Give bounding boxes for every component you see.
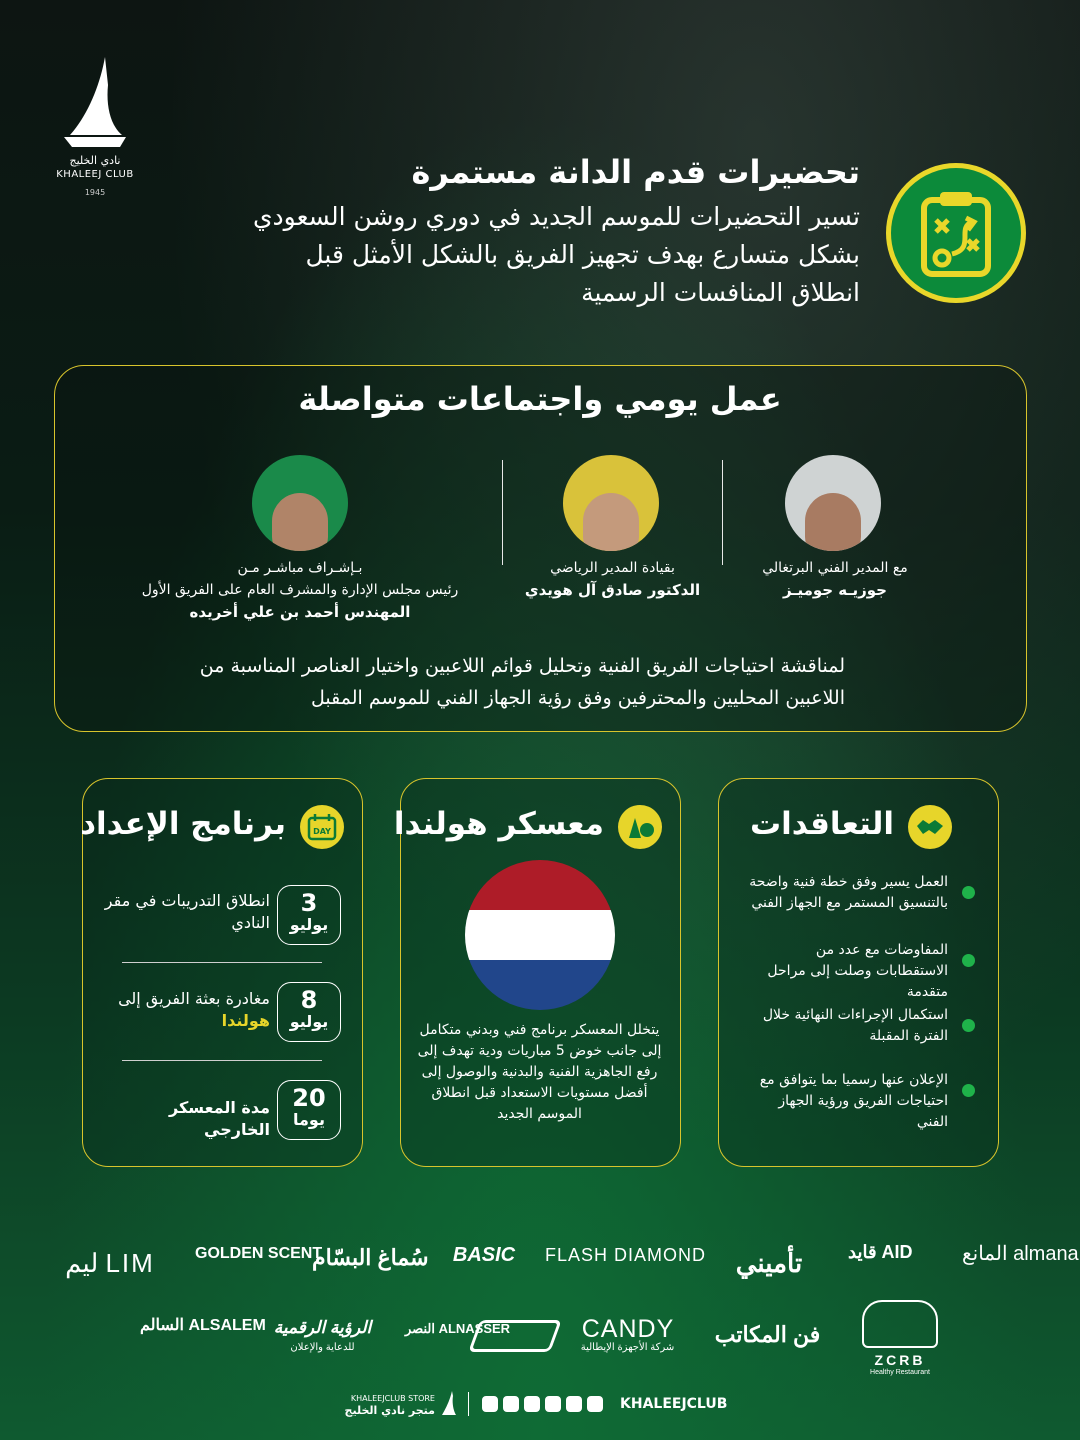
person-chairman-line2: رئيس مجلس الإدارة والمشرف العام على الفريق الأول [141,582,459,598]
program-item-label: انطلاق التدريبات في مقر النادي [104,891,270,932]
date-unit: يوليو [289,1012,329,1031]
avatar-sports-director [563,455,659,551]
logo-year: 1945 [84,188,106,197]
facebook-icon[interactable] [545,1396,561,1412]
date-number: 3 [300,889,318,917]
program-item-text [100,1097,270,1141]
divider [722,460,723,565]
logo-name-ar: نادي الخليج [69,154,121,167]
sponsor-logo: ليم LIM [65,1248,155,1278]
person-coach-name: جوزيـه جوميـز [782,581,887,599]
avatar-coach [785,455,881,551]
header-text [240,150,860,312]
sponsor-logo: قايد AID [848,1242,913,1262]
sponsor-logo: ZCRB [874,1352,926,1368]
sponsor-logo: BASIC [452,1244,516,1266]
person-chairman-line1: بـإشـراف مباشـر مـن [237,560,363,576]
header-title: تحضيرات قدم الدانة مستمرة [411,153,860,191]
contracts-item-text: استكمال الإجراءات النهائية خلال الفترة المقبلة [762,1007,948,1044]
contracts-item [745,872,975,914]
date-number: 8 [300,986,318,1014]
person-chairman [125,557,475,623]
date-badge [277,982,341,1042]
instagram-icon[interactable] [566,1396,582,1412]
zcrb-mascot-icon [862,1300,938,1348]
social-icons [482,1396,622,1414]
meetings-title: عمل يومي واجتماعات متواصلة [298,380,782,418]
camp-title: معسكر هولندا [393,806,604,842]
meetings-body: لمناقشة احتياجات الفريق الفنية وتحليل قوائم اللاعبين واختيار العناصر المناسبة من اللاعبين المحليين والمحترفين وفق رؤية الجهاز الفني للموسم المقبل [199,655,845,709]
program-item-label: مدة المعسكر الخارجي [169,1098,270,1139]
sponsor-logo: النصر ALNASSER [405,1321,511,1336]
person-sports-director [515,557,710,601]
contracts-item-text: المفاوضات مع عدد من الاستقطابات وصلت إلى مراحل متقدمة [767,942,948,1000]
date-number: 20 [292,1084,326,1112]
sail-small-icon [440,1390,458,1420]
sponsor-logo: FLASH DIAMOND [545,1245,707,1265]
calendar-day-icon [300,805,344,849]
store-en: KHALEEJCLUB STORE [350,1394,435,1403]
sponsor-logo: GOLDEN SCENT [195,1245,323,1262]
bullet-dot [962,954,975,967]
person-coach-role: مع المدير الفني البرتغالي [762,560,908,576]
contracts-item-text: الإعلان عنها رسميا بما يتوافق مع احتياجات الفريق ورؤية الجهاز الفني [759,1072,948,1130]
sponsor-subtitle: شركة الأجهزة الإيطالية [580,1342,675,1353]
sail-logo-icon [60,55,130,150]
bullet-dot [962,1084,975,1097]
program-title: برنامج الإعداد [80,806,286,842]
clipboard-strategy-icon [886,163,1026,303]
club-logo [52,55,138,197]
date-unit: يوما [293,1110,325,1129]
tiktok-icon[interactable] [524,1396,540,1412]
person-director-name: الدكتور صادق آل هويدي [524,581,701,599]
sponsor-logo: CANDY [581,1315,675,1343]
date-badge [277,1080,341,1140]
sponsor-logo: فن المكاتب [714,1322,821,1347]
divider [122,962,322,963]
camp-body: يتخلل المعسكر برنامج فني وبدني متكامل إلى جانب خوض 5 مباريات ودية تهدف إلى رفع الجاهزية الفنية والبدنية والوصول إلى أفضل مستويات الاستعداد قبل انطلاق الموسم الجديد [417,1022,662,1122]
contracts-title: التعاقدات [749,806,894,842]
youtube-icon[interactable] [482,1396,498,1412]
contracts-item [745,1005,975,1047]
contracts-item [745,1070,975,1133]
logo-name-en: KHALEEJ CLUB [56,169,134,180]
sponsor-logo: المانع almana [962,1243,1079,1265]
calendar-icon-text: DAY [313,827,331,836]
training-cone-ball-icon [618,805,662,849]
program-item-text [100,890,270,934]
store-ar: متجر نادي الخليج [344,1404,435,1417]
header-body: تسير التحضيرات للموسم الجديد في دوري روشن السعودي بشكل متسارع بهدف تجهيز الفريق بالشكل الأمثل قبل انطلاق المنافسات الرسمية [252,202,860,307]
avatar-chairman [252,455,348,551]
sponsor-logo: تأميني [735,1248,803,1278]
x-icon[interactable] [587,1396,603,1412]
contracts-item-text: العمل يسير وفق خطة فنية واضحة بالتنسيق المستمر مع الجهاز الفني [749,874,948,911]
divider [502,460,503,565]
sponsor-logo: الرؤية الرقمية [273,1318,372,1337]
person-director-role: بقيادة المدير الرياضي [550,560,675,576]
person-chairman-name: المهندس أحمد بن علي أخريده [189,603,411,621]
person-coach [740,557,930,601]
netherlands-flag [465,860,615,1010]
contracts-item [745,940,975,1003]
bullet-dot [962,886,975,899]
sponsor-subtitle: للدعاية والإعلان [290,1342,355,1353]
program-item-label: مغادرة بعثة الفريق إلى [118,989,270,1008]
sponsor-subtitle: Healthy Restaurant [870,1369,930,1376]
date-badge [277,885,341,945]
divider [468,1392,469,1416]
social-handle[interactable]: KHALEEJCLUB [620,1396,728,1412]
program-item-highlight: هولندا [221,1011,270,1030]
program-item-text [100,988,270,1032]
date-unit: يوليو [289,915,329,934]
divider [122,1060,322,1061]
bullet-dot [962,1019,975,1032]
handshake-icon [908,805,952,849]
sponsor-logo: السالم ALSALEM [140,1317,266,1334]
sponsor-logo: سُماغ البسّام [312,1245,429,1270]
store-label [340,1393,435,1417]
snapchat-icon[interactable] [503,1396,519,1412]
